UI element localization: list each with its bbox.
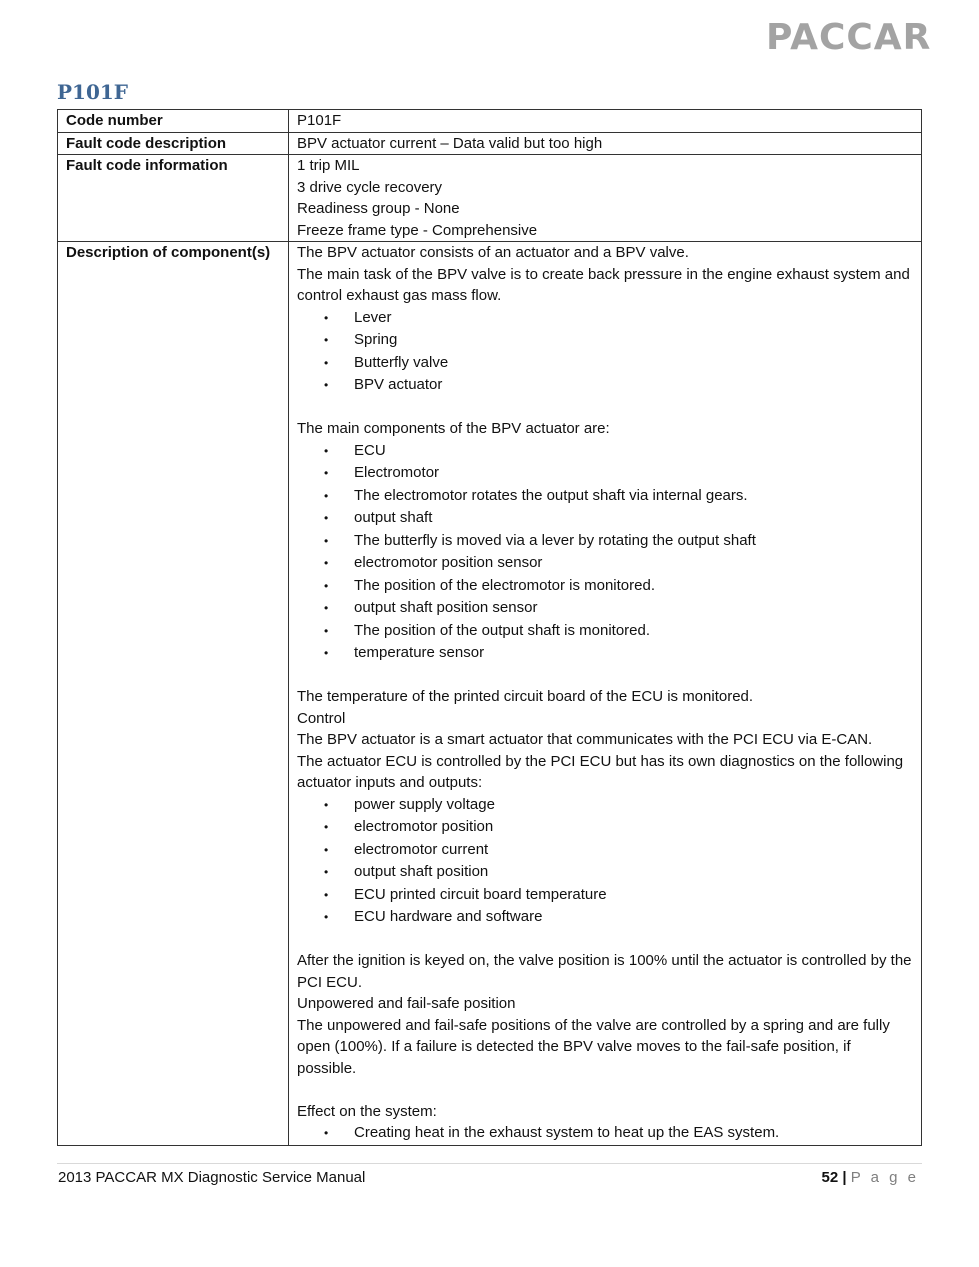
list-item-text: The position of the output shaft is monitored. — [354, 621, 651, 639]
list-item — [297, 861, 913, 884]
list-item — [297, 507, 913, 530]
list-item-text: output shaft — [354, 509, 433, 526]
bullet-list — [297, 440, 913, 665]
footer-page-indicator — [822, 1168, 920, 1188]
bullet-icon: • — [324, 865, 329, 879]
list-item — [297, 816, 913, 839]
list-item-text: output shaft position sensor — [354, 599, 538, 616]
list-item-text: ECU — [354, 441, 386, 459]
list-item — [297, 374, 913, 397]
description-label: Description of component(s) — [58, 242, 289, 1146]
description-paragraph: After the ignition is keyed on, the valve position is 100% until the actuator is controlled by the PCI ECU. — [297, 952, 912, 991]
list-item — [297, 794, 913, 817]
description-paragraph: The BPV actuator consists of an actuator and a BPV valve. — [297, 244, 689, 261]
fault-code-heading: P101F — [57, 80, 128, 104]
bullet-icon: • — [324, 1126, 329, 1140]
info-line: 1 trip MIL — [297, 157, 360, 174]
page-word: P a g e — [850, 1169, 919, 1186]
table-row — [58, 132, 922, 155]
table-row — [58, 242, 922, 1146]
bullet-icon: • — [324, 556, 329, 570]
list-item-text: ECU hardware and software — [354, 908, 543, 925]
list-item-text: output shaft position — [354, 863, 489, 880]
description-paragraph: The BPV actuator is a smart actuator that communicates with the PCI ECU via E-CAN. — [297, 731, 873, 748]
bullet-icon: • — [324, 533, 329, 548]
list-item-text: BPV actuator — [354, 376, 443, 393]
list-item — [297, 642, 913, 665]
list-item — [297, 552, 913, 575]
bullet-icon: • — [324, 910, 329, 924]
description-paragraph: Unpowered and fail-safe position — [297, 995, 516, 1012]
list-item-text: The butterfly is moved via a lever by rotating the output shaft — [354, 531, 756, 549]
list-item-text: The position of the electromotor is monitored. — [354, 576, 655, 594]
description-paragraph: The unpowered and fail-safe positions of the valve are controlled by a spring and are fully open (100%). If a failure is detected the BPV valve moves to the fail-safe position, if possible. — [297, 1016, 890, 1077]
description-paragraph: The actuator ECU is controlled by the PCI ECU but has its own diagnostics on the following actuator inputs and outputs: — [297, 752, 904, 791]
list-item-text: power supply voltage — [354, 795, 495, 813]
bullet-list — [297, 794, 913, 929]
list-item — [297, 530, 913, 553]
list-item — [297, 884, 913, 907]
bullet-icon: • — [324, 310, 329, 325]
list-item-text: Spring — [354, 331, 398, 348]
list-item — [297, 462, 913, 485]
bullet-list — [297, 307, 913, 397]
description-paragraph: Control — [297, 709, 346, 727]
code-number-label: Code number — [58, 110, 289, 133]
bullet-icon: • — [324, 488, 329, 503]
bullet-icon: • — [324, 820, 329, 834]
bullet-icon: • — [324, 601, 329, 615]
bullet-icon: • — [324, 511, 329, 525]
info-line: 3 drive cycle recovery — [297, 178, 443, 196]
bullet-icon: • — [324, 887, 329, 902]
description-paragraph: The main task of the BPV valve is to create back pressure in the engine exhaust system and control exhaust gas mass flow. — [297, 265, 910, 304]
fault-description-value: BPV actuator current – Data valid but too high — [289, 132, 922, 155]
list-item-text: Creating heat in the exhaust system to heat up the EAS system. — [354, 1124, 780, 1141]
list-item — [297, 597, 913, 620]
bullet-icon: • — [324, 333, 329, 347]
list-item-text: electromotor current — [354, 840, 489, 858]
list-item-text: Butterfly valve — [354, 353, 449, 371]
list-item-text: temperature sensor — [354, 644, 485, 661]
code-number-value: P101F — [289, 110, 922, 133]
fault-information-label: Fault code information — [58, 155, 289, 242]
bullet-list — [297, 1122, 913, 1145]
list-item-text: Electromotor — [354, 464, 440, 481]
bullet-icon: • — [324, 842, 329, 857]
table-row — [58, 155, 922, 242]
info-line: Freeze frame type - Comprehensive — [297, 221, 538, 239]
table-row — [58, 110, 922, 133]
fault-information-value — [289, 155, 922, 242]
bullet-icon: • — [324, 466, 329, 480]
bullet-icon: • — [324, 443, 329, 458]
description-paragraph: The temperature of the printed circuit board of the ECU is monitored. — [297, 688, 754, 705]
paccar-logo: PACCAR — [766, 17, 932, 58]
description-paragraph: The main components of the BPV actuator are: — [297, 420, 610, 437]
bullet-icon: • — [324, 355, 329, 370]
list-item — [297, 329, 913, 352]
bullet-icon: • — [324, 646, 329, 660]
list-item-text: electromotor position — [354, 818, 494, 835]
description-paragraph: Effect on the system: — [297, 1102, 437, 1120]
page-separator: | — [842, 1169, 847, 1186]
list-item — [297, 1122, 913, 1145]
list-item — [297, 620, 913, 643]
bullet-icon: • — [324, 378, 329, 392]
footer-divider — [57, 1163, 922, 1164]
footer-manual-title: 2013 PACCAR MX Diagnostic Service Manual — [58, 1169, 366, 1186]
list-item — [297, 352, 913, 375]
list-item-text: Lever — [354, 308, 392, 326]
description-value — [289, 242, 922, 1146]
fault-description-label: Fault code description — [58, 132, 289, 155]
bullet-icon: • — [324, 797, 329, 812]
fault-code-table — [57, 109, 922, 1146]
bullet-icon: • — [324, 578, 329, 593]
list-item-text: ECU printed circuit board temperature — [354, 885, 607, 903]
page-number: 52 — [821, 1169, 839, 1186]
list-item — [297, 485, 913, 508]
list-item — [297, 575, 913, 598]
info-line: Readiness group - None — [297, 200, 460, 217]
list-item — [297, 440, 913, 463]
list-item-text: electromotor position sensor — [354, 554, 543, 571]
list-item — [297, 307, 913, 330]
list-item — [297, 839, 913, 862]
list-item-text: The electromotor rotates the output shaft via internal gears. — [354, 486, 748, 504]
bullet-icon: • — [324, 623, 329, 638]
list-item — [297, 906, 913, 929]
